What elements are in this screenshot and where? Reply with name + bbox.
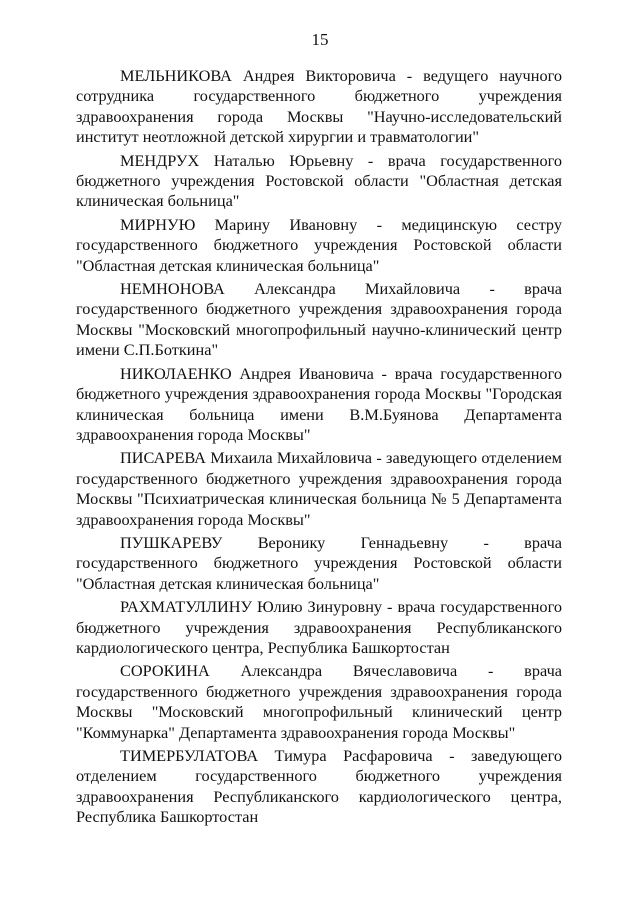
award-entry-sorokin: СОРОКИНА Александра Вячеславовича - врача государственного бюджетного учреждения здравоохранения города Москвы "Московский многопрофильный клинический центр "Коммунарка" Департамента здравоохранения города Москвы": [76, 661, 562, 742]
page-number: 15: [311, 30, 329, 49]
document-body: [76, 66, 562, 831]
award-entry-mendrukh: МЕНДРУХ Наталью Юрьевну - врача государственного бюджетного учреждения Ростовской области "Областная детская клиническая больница": [76, 150, 562, 211]
award-entry-melnikov: МЕЛЬНИКОВА Андрея Викторовича - ведущего научного сотрудника государственного бюджетного учреждения здравоохранения города Москвы "Научно-исследовательский институт неотложной детской хирургии и травматологии": [76, 66, 562, 147]
award-entry-rakhmatullina: РАХМАТУЛЛИНУ Юлию Зинуровну - врача государственного бюджетного учреждения здравоохранения Республиканского кардиологического центра, Республика Башкортостан: [76, 597, 562, 657]
award-entry-nikolaenko: НИКОЛАЕНКО Андрея Ивановича - врача государственного бюджетного учреждения здравоохранения города Москвы "Городская клиническая больница имени В.М.Буянова Департамента здравоохранения города Москвы": [76, 363, 562, 444]
award-entry-timerbulatov: ТИМЕРБУЛАТОВА Тимура Расфаровича - заведующего отделением государственного бюджетного учреждения здравоохранения Республиканского кардиологического центра, Республика Башкортостан: [76, 746, 562, 827]
award-entry-pisarev: ПИСАРЕВА Михаила Михайловича - заведующего отделением государственного бюджетного учреждения здравоохранения города Москвы "Психиатрическая клиническая больница № 5 Департамента здравоохранения города Москвы": [76, 448, 562, 529]
award-entry-pushkareva: ПУШКАРЕВУ Веронику Геннадьевну - врача государственного бюджетного учреждения Ростовской области "Областная детская клиническая больница": [76, 532, 562, 593]
award-entry-nemnonov: НЕМНОНОВА Александра Михайловича - врача государственного бюджетного учреждения здравоохранения города Москвы "Московский многопрофильный научно-клинический центр имени С.П.Боткина": [76, 279, 562, 360]
award-entry-mirnaya: МИРНУЮ Марину Ивановну - медицинскую сестру государственного бюджетного учреждения Ростовской области "Областная детская клиническая больница": [76, 214, 562, 275]
